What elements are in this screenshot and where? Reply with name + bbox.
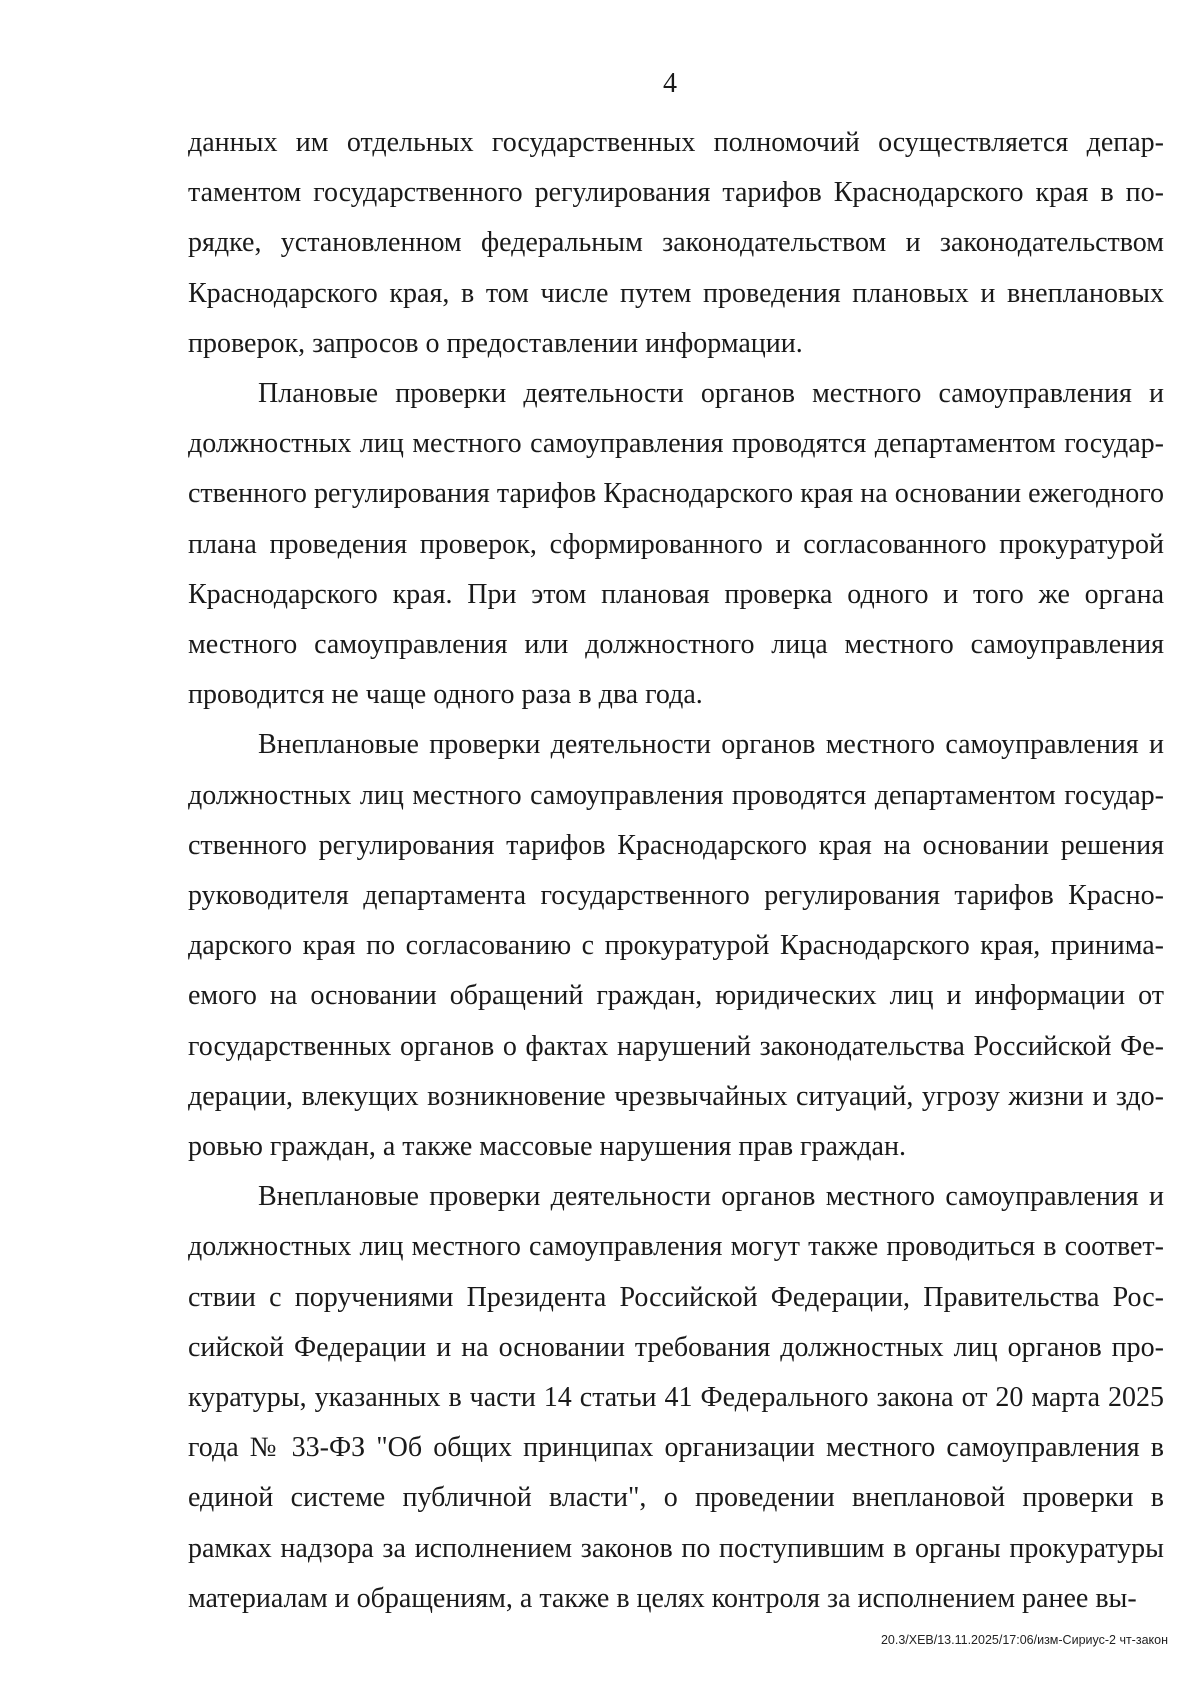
- paragraph-2: Плановые проверки деятельности органов местного самоуправления и должностных лиц местного самоуправления проводятся департаментом государственного регулирования тарифов Краснодарского края на основании ежегодного плана проведения проверок, сформированного и согласованного прокуратурой Краснодарского края. При этом плановая проверка одного и того же органа местного самоуправления или должностного лица местного самоуправления проводится не чаще одного раза в два года.: [188, 378, 1164, 711]
- document-body: [188, 118, 1164, 1624]
- paragraph-1: данных им отдельных государственных полномочий осуществляется департаментом государственного регулирования тарифов Краснодарского края в порядке, установленном федеральным законодательством и законодательством Краснодарского края, в том числе путем проведения плановых и внеплановых проверок, запросов о предоставлении информации.: [188, 127, 1164, 359]
- document-footer-code: 20.3/ХЕВ/13.11.2025/17:06/изм-Сириус-2 чт-закон: [880, 1633, 1168, 1647]
- page-number: 4: [663, 68, 677, 99]
- paragraph-4: Внеплановые проверки деятельности органов местного самоуправления и должностных лиц местного самоуправления могут также проводиться в соответствии с поручениями Президента Российской Федерации, Правительства Российской Федерации и на основании требования должностных лиц органов прокуратуры, указанных в части 14 статьи 41 Федерального закона от 20 марта 2025 года № 33-ФЗ "Об общих принципах организации местного самоуправления в единой системе публичной власти", о проведении внеплановой проверки в рамках надзора за исполнением законов по поступившим в органы прокуратуры материалам и обращениям, а также в целях контроля за исполнением ранее вы-: [188, 1181, 1164, 1614]
- paragraph-3: Внеплановые проверки деятельности органов местного самоуправления и должностных лиц местного самоуправления проводятся департаментом государственного регулирования тарифов Краснодарского края на основании решения руководителя департамента государственного регулирования тарифов Краснодарского края по согласованию с прокуратурой Краснодарского края, принимаемого на основании обращений граждан, юридических лиц и информации от государственных органов о фактах нарушений законодательства Российской Федерации, влекущих возникновение чрезвычайных ситуаций, угрозу жизни и здоровью граждан, а также массовые нарушения прав граждан.: [188, 729, 1164, 1163]
